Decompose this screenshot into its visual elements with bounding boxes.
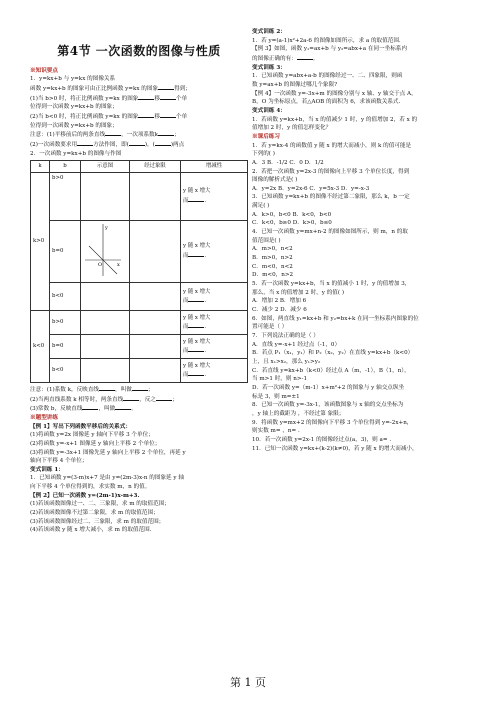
text-line: 1．y=kx+b 与 y=kx 的图像关系 — [30, 76, 116, 83]
section-heading-homework: ※课后练习 — [252, 133, 280, 140]
list-item: 值范围是( ) — [252, 237, 281, 244]
drill-title: 变式训练 3： — [252, 64, 286, 71]
origin-label: O — [98, 261, 103, 268]
list-item: 6．如图，两直线 y₁=kx+b 和 y₂=bx+k 在同一坐标系内图象的位 — [252, 315, 419, 322]
k-cell: k>0 — [31, 172, 50, 310]
text-line: 【例 4】一次函数 y=-3x+m 的图像分别与 x 轴、y 轴交于点 A， — [252, 90, 417, 97]
trend-cell: y 随 x 增大 而 . — [181, 358, 248, 382]
text-line: 2．一次函数 y=kx+b 的图像与作图 — [30, 150, 122, 157]
list-item: 9．将函数 y=mx+2 的图像向下平移 3 个单位得到 y=-2x+n， — [252, 419, 413, 426]
list-item: 下列的( ) — [252, 151, 275, 158]
text-line: (2)若该函数图像不过第二象限，求 m 的取值范围； — [30, 510, 159, 517]
trend-cell: y 随 x 增大 而 . — [181, 220, 248, 282]
page-number: 第 1 页 — [230, 676, 266, 689]
axis-sketch-graph — [83, 222, 123, 278]
drill-title: 变式训练 2： — [252, 29, 286, 35]
list-item: C．k<0，b≥0 D．k>0，b≤0 — [252, 220, 332, 227]
text-line: 1．已知函数 y=(3-m)x+7 是由 y=(2m-3)x-n 的图象延 y 轴 — [30, 475, 184, 482]
list-item: D．若一次函数 y=（m-1）x+m²+2 的图象与 y 轴交点纵坐 — [252, 384, 405, 391]
b-cell: b>0 — [50, 172, 81, 220]
text-line: 1．若函数 y=kx+b，当 x 的值减少 1 时，y 的值增加 2，若 x 的 — [252, 116, 418, 123]
text-line: 数 y=ax+b 的图像过哪几个象限? — [252, 81, 338, 88]
list-item: 上，且 x₁>x₂，那么 y₁>y₂ — [252, 358, 321, 365]
list-item: 8．已知一次函数 y=-3x-1，该函数图象与 x 轴的交点坐标为 — [252, 402, 404, 409]
list-item: C．m<0，n<2 — [252, 263, 293, 270]
table-row — [31, 310, 248, 334]
text-line: (3)若该函数图像经过二、三象限，求 m 的取值范围； — [30, 518, 165, 525]
trend-cell: y 随 x 增大 而 . — [181, 172, 248, 220]
drill-title: 变式训练 4： — [252, 107, 286, 114]
quadrant-cell — [130, 358, 181, 382]
table-header: 示意图 — [81, 161, 130, 172]
axis-y-label: y — [105, 224, 108, 231]
text-line: 【例 3】如图，函数 y₁=ax+b 与 y₂=abx+a 在同一坐标系内 — [252, 46, 407, 53]
list-item: A．y=2x B．y=2x-6 C．y=5x-3 D．y=-x-3 — [252, 185, 370, 192]
text-line: 1．若 y=(a-1)x²+2a-6 的图像如图所示，求 a 的取值范围. — [252, 37, 401, 44]
list-item: 置可能是（ ） — [252, 324, 288, 331]
text-line: (3)常数 b，反映直线 ，叫做 。 — [30, 406, 137, 413]
quadrant-cell — [130, 282, 181, 310]
right-column — [252, 28, 470, 453]
b-cell: b=0 — [50, 220, 81, 282]
table-header: k — [31, 161, 50, 172]
text-line: 的图像正确的有： 。 — [252, 55, 319, 62]
section-heading-knowledge: ※知识要点 — [30, 67, 58, 74]
graph-cell — [81, 220, 130, 282]
text-line: (4)若该函数 y 随 x 增大减小，求 m 的取值范围. — [30, 527, 152, 534]
list-item: 5．若一次函数 y=kx+b，当 x 的值减小 1 时，y 的值增加 3， — [252, 281, 411, 288]
b-cell: b<0 — [50, 282, 81, 310]
graph-cell — [81, 334, 130, 358]
list-item: A．k>0，b<0 B．k<0，b<0 — [252, 211, 332, 218]
quadrant-cell — [130, 172, 181, 220]
text-line: 注意：(1)系数 k，反映直线 ，叫做 ； — [30, 386, 154, 393]
table-header: 经过象限 — [130, 161, 181, 172]
graph-cell — [81, 358, 130, 382]
text-line: 1．已知函数 y=abx+a-b 的图像经过一、二、四象限，则函 — [252, 73, 403, 80]
text-line: (2)当 b<0 时，将正比例函数 y=kx 的图象 移 个单 — [30, 113, 188, 120]
text-line: (3)将函数 y=-3x+1 图像先延 y 轴向上平移 2 个单位，再延 y — [30, 449, 186, 456]
table-header: 增减性 — [181, 161, 248, 172]
list-item: ，y 轴上的截距为 ，不经过第 象限； — [252, 410, 345, 417]
axis-x-label: x — [117, 261, 120, 268]
list-item: C．若直线 y=kx+b（k<0）经过点 A（m，-1），B（1，n）， — [252, 367, 410, 374]
text-line: B，O 为坐标原点，若△AOB 的面积为 6，求该函数关系式. — [252, 99, 401, 106]
table-row — [31, 358, 248, 382]
list-item: D．m<0，n>2 — [252, 272, 294, 279]
list-item: 2．若把一次函数 y=2x-3 的图像向上平移 3 个单位长度，得到 — [252, 168, 410, 175]
example-title: 【例 2】已知一次函数 y=(2m-1)x-m+3. — [30, 492, 140, 499]
text-line: 轴向下平移 4 个单位； — [30, 458, 88, 465]
text-line: 向下平移 4 个单位得到的，求实数 m，n 的值。 — [30, 484, 151, 491]
list-item: 7．下列说法正确的是（ ） — [252, 332, 319, 339]
b-cell: b<0 — [50, 358, 81, 382]
example-title: 【例 1】写出下列函数平移后的关系式： — [30, 423, 131, 430]
quadrant-cell — [130, 310, 181, 334]
text-line: (1)当 b>0 时，将正比例函数 y=kx 的图象 移 个单 — [30, 95, 188, 102]
list-item: 当 m>1 时，则 n>-1 — [252, 376, 307, 383]
list-item: 那么，当 x 的值增加 2 时，y 的值( ) — [252, 289, 345, 296]
section-heading-practice: ※题型讲练 — [30, 414, 58, 421]
trend-cell: y 随 x 增大 而 . — [181, 282, 248, 310]
text-line: 函数 y=kx+b 的图象可由正比例函数 y=kx 的图象 得到； — [30, 85, 191, 92]
text-line: 注意：(1)平移前后的两条直线 ，一次项系数k ； — [30, 132, 180, 139]
quadrant-cell — [130, 220, 181, 282]
list-item: A．增加 2 B．增加 6 — [252, 298, 307, 305]
text-line: 位得到一次函数 y=kx+b 的图象； — [30, 104, 118, 111]
quadrant-cell — [130, 334, 181, 358]
trend-cell: y 随 x 增大 而 . — [181, 310, 248, 334]
text-line: 值增加 2 时，y 的值怎样变化？ — [252, 125, 332, 132]
function-properties-table — [30, 160, 248, 383]
text-line: (2)一次函数要求用 方法作图，即( )，( )两点 — [30, 141, 185, 148]
page-title: 第4节 一次函数的图像与性质 — [57, 44, 221, 58]
list-item: C．减少 2 D．减少 6 — [252, 307, 307, 313]
table-header: b — [50, 161, 81, 172]
k-cell: k<0 — [31, 310, 50, 382]
list-item: 4．已知一次函数 y=mx+n-2 的图像如图所示，则 m，n 的取 — [252, 229, 408, 236]
list-item: 11．已知一次函数 y=kx+(k-2)(k≠0)，若 y 随 x 的增大而减小， — [252, 445, 418, 452]
text-line: 位得到一次函数 y=kx+b 的图象； — [30, 122, 118, 129]
graph-cell — [81, 282, 130, 310]
list-item: 10．若一次函数 y=2x-1 的图像经过点(a，3)，则 a= . — [252, 436, 392, 443]
table-row — [31, 334, 248, 358]
text-line: (2)当两直线系数 k 相等时，两条直线 ，反之 ； — [30, 396, 178, 403]
list-item: 图像的解析式是( ) — [252, 177, 298, 184]
text-line: (1)若该函数图像过一、二、三象限，求 m 的取值范围； — [30, 501, 170, 508]
table-row — [31, 220, 248, 282]
table-row — [31, 282, 248, 310]
homework-list — [252, 142, 470, 454]
list-item: 3．已知函数 y=kx+b 的图像不经过第二象限，那么 k，b 一定 — [252, 194, 410, 201]
graph-cell — [81, 310, 130, 334]
graph-cell — [81, 172, 130, 220]
list-item: A．m>0，n<2 — [252, 246, 293, 253]
list-item: 标是 3，则 m=±1 — [252, 393, 300, 400]
list-item: A．3 B．-1/2 C．0 D．1/2 — [252, 159, 324, 166]
left-column — [30, 28, 248, 535]
table-header-row — [31, 161, 248, 172]
text-line: (2)将函数 y=-x+1 图像延 y 轴向上平移 2 个单位； — [30, 440, 161, 447]
list-item: B．m>0，n>2 — [252, 255, 293, 262]
text-line: (1)将函数 y=2x 图像延 y 轴向下平移 3 个单位； — [30, 432, 154, 439]
list-item: A．直线 y=-x+1 经过点（-1，0） — [252, 341, 341, 348]
list-item: 满足( ) — [252, 203, 270, 210]
b-cell: b>0 — [50, 310, 81, 334]
list-item: B．若点 P₁（x₁，y₁）和 P₂（x₂，y₂）在直线 y=kx+b（k<0） — [252, 350, 414, 357]
table-row — [31, 172, 248, 220]
list-item: 则实数 m= ，n= . — [252, 428, 300, 435]
list-item: 1．若 y=kx-4 的函数值 y 随 x 的增大而减小，则 k 的值可能是 — [252, 142, 412, 149]
drill-title: 变式训练 1： — [30, 466, 64, 473]
trend-cell: y 随 x 增大 而 . — [181, 334, 248, 358]
b-cell: b=0 — [50, 334, 81, 358]
